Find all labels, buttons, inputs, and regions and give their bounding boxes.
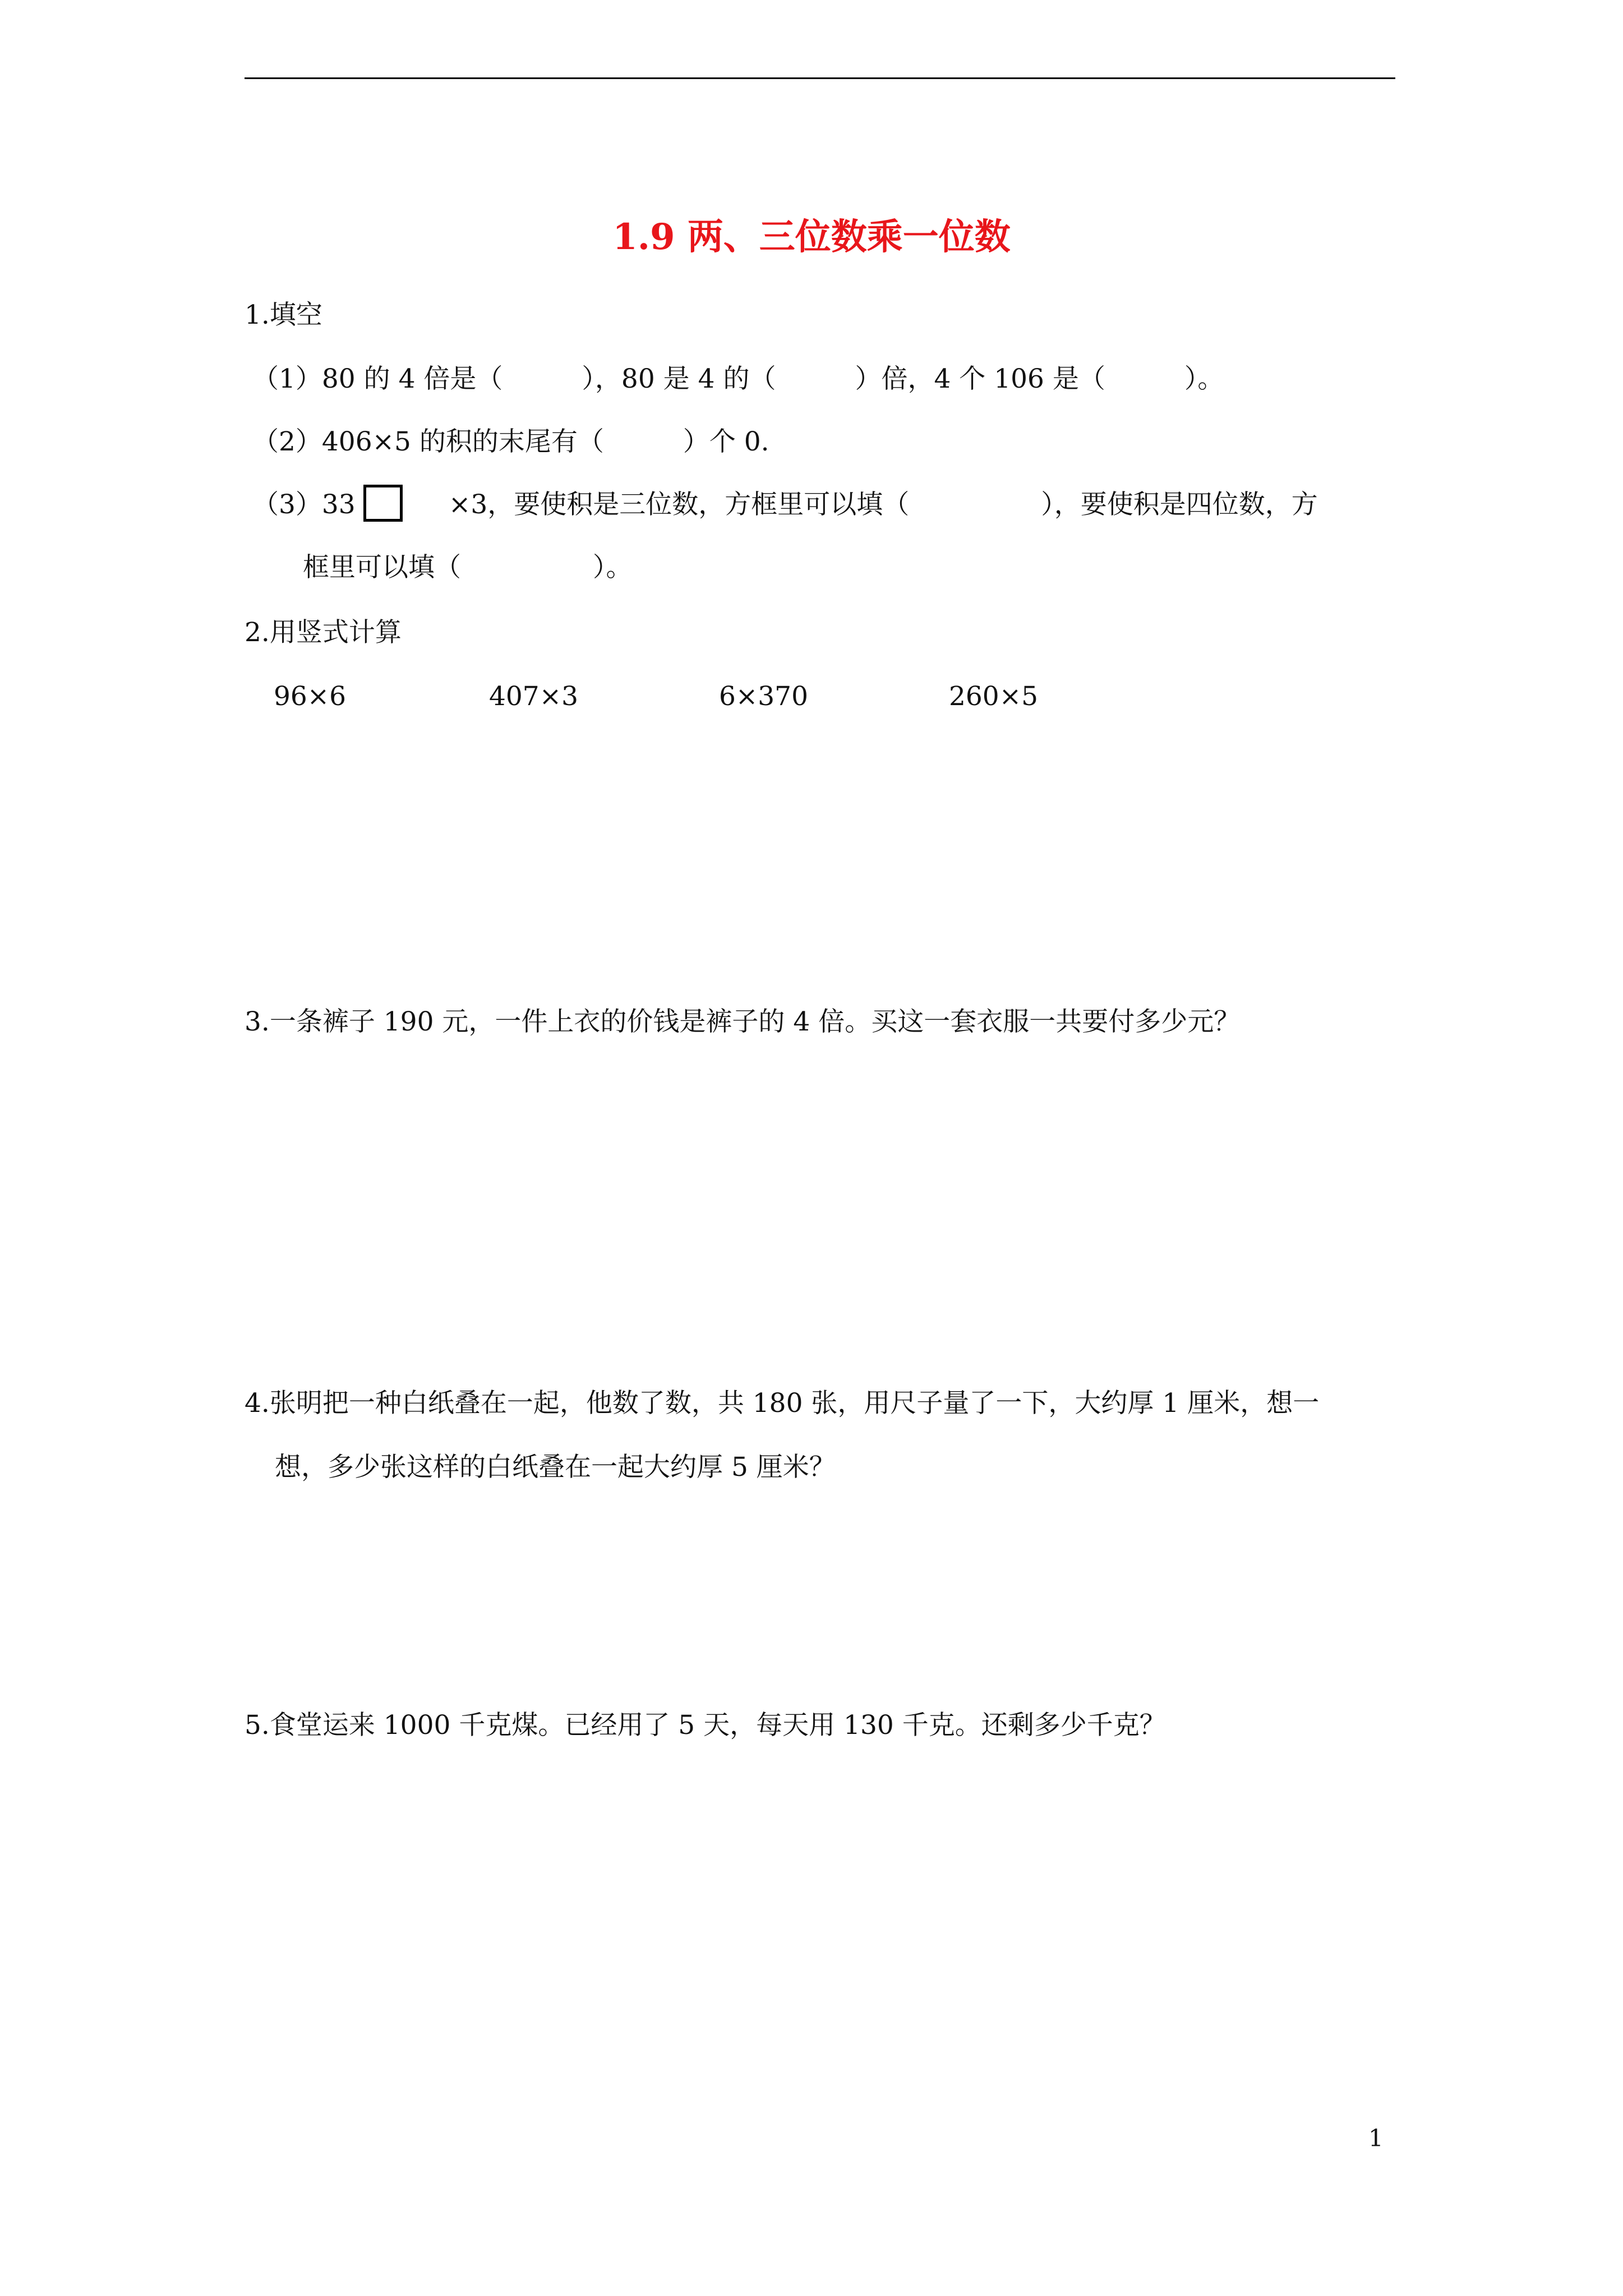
q1-item-3-text: ×3，要使积是三位数，方框里可以填（ ），要使积是四位数，方 (449, 489, 1318, 520)
q1-item-2: （2）406×5 的积的末尾有（ ）个 0. (252, 426, 769, 457)
q1-item-3-continuation: 框里可以填（ ）。 (303, 552, 633, 583)
answer-box (363, 485, 403, 522)
q2-heading: 2.用竖式计算 (245, 617, 402, 648)
calc-problem-3: 6×370 (719, 681, 808, 712)
q3-text: 3.一条裤子 190 元，一件上衣的价钱是裤子的 4 倍。买这一套衣服一共要付多少元？ (245, 1006, 1241, 1037)
q1-item-1: （1）80 的 4 倍是（ ），80 是 4 的（ ）倍，4 个 106 是（ ）。 (252, 364, 1224, 394)
q1-item-3-prefix: （3）33 (252, 489, 356, 520)
q1-heading: 1.填空 (245, 300, 322, 330)
page-number: 1 (1368, 2124, 1384, 2152)
calc-problem-1: 96×6 (274, 681, 347, 712)
calc-problem-2: 407×3 (489, 681, 578, 712)
calc-problem-4: 260×5 (949, 681, 1038, 712)
header-rule (245, 77, 1395, 79)
q4-line-2: 想，多少张这样的白纸叠在一起大约厚 5 厘米？ (275, 1452, 836, 1483)
q5-text: 5.食堂运来 1000 千克煤。已经用了 5 天，每天用 130 千克。还剩多少千克？ (245, 1710, 1166, 1741)
q4-line-1: 4.张明把一种白纸叠在一起，他数了数，共 180 张，用尺子量了一下，大约厚 1 厘米，想一 (245, 1388, 1320, 1419)
page-title: 1.9 两、三位数乘一位数 (612, 216, 1011, 258)
